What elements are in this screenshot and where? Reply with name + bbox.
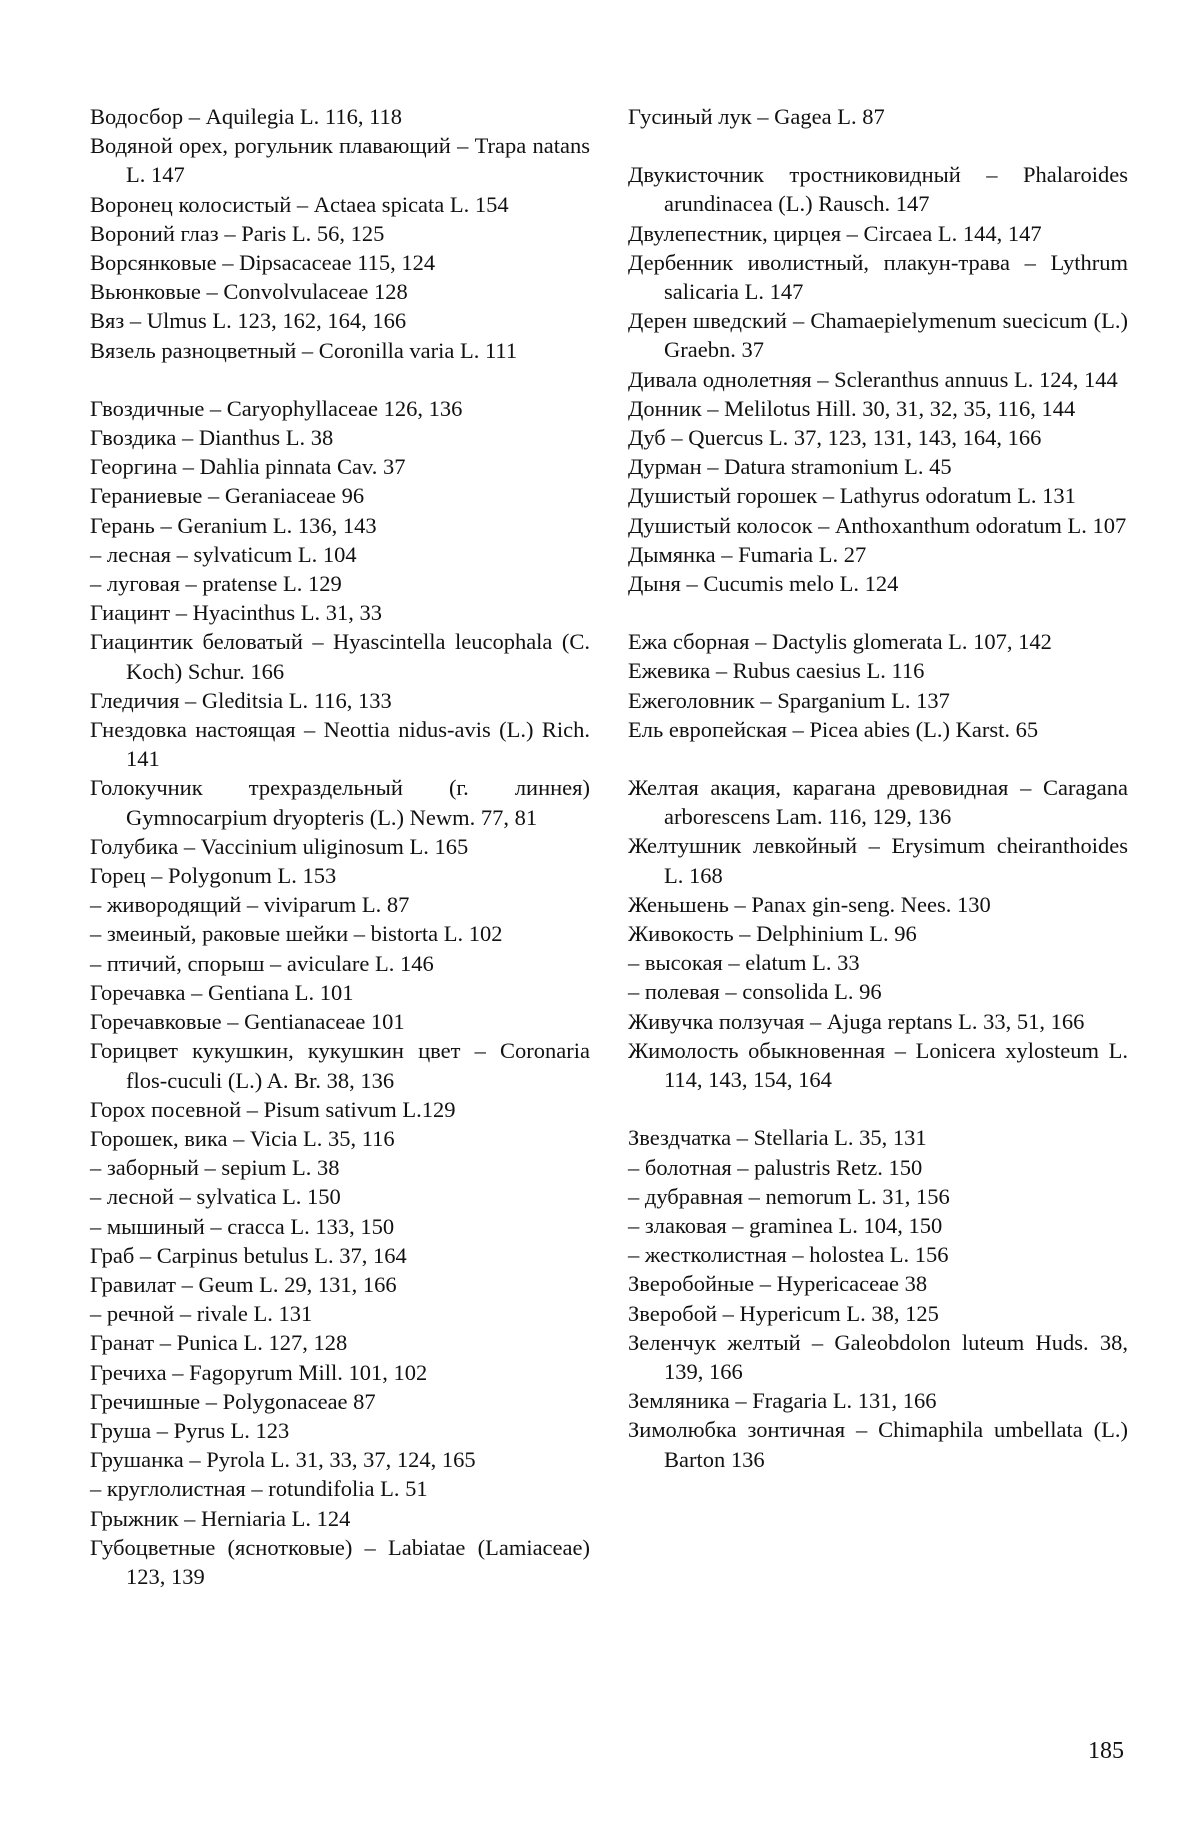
index-entry: Дыня – Cucumis melo L. 124 [628, 571, 899, 597]
index-entry: Гвоздика – Dianthus L. 38 [90, 425, 334, 451]
index-entry: Груша – Pyrus L. 123 [90, 1417, 290, 1443]
index-entry: Гранат – Punica L. 127, 128 [90, 1330, 348, 1356]
index-entry: Двукисточник тростниковидный – Phalaroides arundinacea (L.) Rausch. 147 [628, 162, 1128, 217]
index-entry: Жимолость обыкновенная – Lonicera xylosteum L. 114, 143, 154, 164 [628, 1037, 1128, 1093]
index-entry: Донник – Melilotus Hill. 30, 31, 32, 35, 116, 144 [628, 395, 1076, 421]
index-entry: Живучка ползучая – Ajuga reptans L. 33, 51, 166 [628, 1008, 1085, 1034]
index-entry: Гречиха – Fagopyrum Mill. 101, 102 [90, 1359, 428, 1385]
index-entry: Горечавковые – Gentianaceae 101 [90, 1009, 405, 1035]
index-entry: Гиацинт – Hyacinthus L. 31, 33 [90, 600, 382, 626]
index-entry: Зеленчук желтый – Galeobdolon luteum Huds. 38, 139, 166 [628, 1329, 1128, 1384]
index-entry: – речной – rivale L. 131 [90, 1301, 313, 1327]
index-entry: Дербенник иволистный, плакун-трава – Lythrum salicaria L. 147 [628, 249, 1128, 305]
index-entry: – заборный – sepium L. 38 [90, 1155, 340, 1181]
index-entry: Гераниевые – Geraniaceae 96 [90, 483, 365, 509]
section-gap [628, 1094, 1128, 1123]
index-entry: Воронец колосистый – Actaea spicata L. 154 [90, 191, 509, 217]
index-entry: – змеиный, раковые шейки – bistorta L. 102 [90, 921, 503, 947]
index-entry: Грушанка – Pyrola L. 31, 33, 37, 124, 165 [90, 1447, 476, 1473]
index-entry: Душистый колосок – Anthoxanthum odoratum L. 107 [628, 512, 1127, 538]
index-entry: – мышиный – cracca L. 133, 150 [90, 1213, 395, 1239]
index-entry: Георгина – Dahlia pinnata Cav. 37 [90, 454, 406, 480]
index-entry: Земляника – Fragaria L. 131, 166 [628, 1388, 937, 1414]
index-entry: Душистый горошек – Lathyrus odoratum L. 131 [628, 483, 1076, 509]
index-entry: Ежеголовник – Sparganium L. 137 [628, 687, 950, 713]
index-entry: Горох посевной – Pisum sativum L.129 [90, 1096, 456, 1122]
section-gap [90, 365, 590, 394]
index-entry: Дымянка – Fumaria L. 27 [628, 541, 867, 567]
index-entry: Гледичия – Gleditsia L. 116, 133 [90, 687, 392, 713]
index-entry: Вьюнковые – Convolvulaceae 128 [90, 279, 408, 305]
index-entry: Горошек, вика – Vicia L. 35, 116 [90, 1125, 395, 1151]
index-entry: – луговая – pratense L. 129 [90, 571, 342, 597]
index-entry: – птичий, спорыш – aviculare L. 146 [90, 950, 434, 976]
page-number: 185 [1088, 1738, 1124, 1764]
index-entry: Женьшень – Panax gin-seng. Nees. 130 [628, 891, 991, 917]
index-entry: Вороний глаз – Paris L. 56, 125 [90, 220, 385, 246]
index-entry: Горицвет кукушкин, кукушкин цвет – Coronaria flos-cuculi (L.) A. Br. 38, 136 [90, 1038, 590, 1093]
index-column-right [628, 102, 1128, 1474]
index-entry: Ежевика – Rubus caesius L. 116 [628, 658, 925, 684]
index-entry: Гравилат – Geum L. 29, 131, 166 [90, 1271, 397, 1297]
index-entry: Водосбор – Aquilegia L. 116, 118 [90, 104, 403, 129]
index-entry: – полевая – consolida L. 96 [628, 979, 882, 1005]
index-entry: Граб – Carpinus betulus L. 37, 164 [90, 1242, 407, 1268]
section-gap [628, 744, 1128, 773]
index-entry: – круглолистная – rotundifolia L. 51 [90, 1476, 428, 1502]
index-entry: Гречишные – Polygonaceae 87 [90, 1388, 376, 1414]
index-entry: Вяз – Ulmus L. 123, 162, 164, 166 [90, 308, 407, 334]
index-entry: – лесная – sylvaticum L. 104 [90, 541, 357, 567]
index-entry: Горец – Polygonum L. 153 [90, 863, 337, 889]
index-entry: Гусиный лук – Gagea L. 87 [628, 104, 885, 129]
index-entry: – лесной – sylvatica L. 150 [90, 1184, 341, 1210]
index-entry: Водяной орех, рогульник плавающий – Trapa natans L. 147 [90, 133, 590, 188]
index-entry: Зверобой – Hypericum L. 38, 125 [628, 1300, 939, 1326]
index-entry: Гвоздичные – Caryophyllaceae 126, 136 [90, 395, 463, 421]
index-entry: Дурман – Datura stramonium L. 45 [628, 454, 952, 480]
index-entry: Желтушник левкойный – Erysimum cheiranthoides L. 168 [628, 833, 1128, 888]
index-entry: Гнездовка настоящая – Neottia nidus-avis (L.) Rich. 141 [90, 717, 590, 772]
index-entry: Дуб – Quercus L. 37, 123, 131, 143, 164, 166 [628, 425, 1042, 451]
index-entry: Герань – Geranium L. 136, 143 [90, 512, 377, 538]
index-entry: Желтая акация, карагана древовидная – Caragana arborescens Lam. 116, 129, 136 [628, 775, 1128, 830]
index-entry: Зверобойные – Hypericaceae 38 [628, 1271, 928, 1297]
index-entry: Двулепестник, цирцея – Circaea L. 144, 147 [628, 220, 1042, 246]
index-entry: Вязель разноцветный – Coronilla varia L. 111 [90, 337, 518, 363]
index-entry: Гиацинтик беловатый – Hyascintella leucophala (C. Koch) Schur. 166 [90, 629, 590, 684]
index-entry: Ель европейская – Picea abies (L.) Karst. 65 [628, 716, 1039, 742]
index-entry: – злаковая – graminea L. 104, 150 [628, 1212, 943, 1238]
index-entry: Зимолюбка зонтичная – Chimaphila umbellata (L.) Barton 136 [628, 1417, 1128, 1472]
index-entry: Живокость – Delphinium L. 96 [628, 921, 917, 947]
index-entry: Губоцветные (яснотковые) – Labiatae (Lamiaceae) 123, 139 [90, 1534, 590, 1589]
index-entry: – жестколистная – holostea L. 156 [628, 1242, 949, 1268]
index-entry: Звездчатка – Stellaria L. 35, 131 [628, 1125, 927, 1151]
index-entry: Дерен шведский – Chamaepielymenum suecicum (L.) Graebn. 37 [628, 308, 1128, 363]
section-gap [628, 598, 1128, 627]
index-entry: Дивала однолетняя – Scleranthus annuus L. 124, 144 [628, 366, 1118, 392]
section-gap [628, 131, 1128, 160]
index-entry: Голубика – Vaccinium uliginosum L. 165 [90, 833, 469, 859]
index-entry: Горечавка – Gentiana L. 101 [90, 979, 354, 1005]
index-entry: Ежа сборная – Dactylis glomerata L. 107, 142 [628, 629, 1052, 655]
index-entry: – дубравная – nemorum L. 31, 156 [628, 1183, 950, 1209]
index-entry: – высокая – elatum L. 33 [628, 950, 860, 976]
index-column-left [90, 102, 590, 1591]
index-entry: Голокучник трехраздельный (г. линнея) Gymnocarpium dryopteris (L.) Newm. 77, 81 [90, 775, 590, 830]
index-entry: Грыжник – Herniaria L. 124 [90, 1505, 351, 1531]
index-entry: Ворсянковые – Dipsacaceae 115, 124 [90, 250, 436, 276]
index-entry: – болотная – palustris Retz. 150 [628, 1154, 923, 1180]
index-entry: – живородящий – viviparum L. 87 [90, 892, 410, 918]
